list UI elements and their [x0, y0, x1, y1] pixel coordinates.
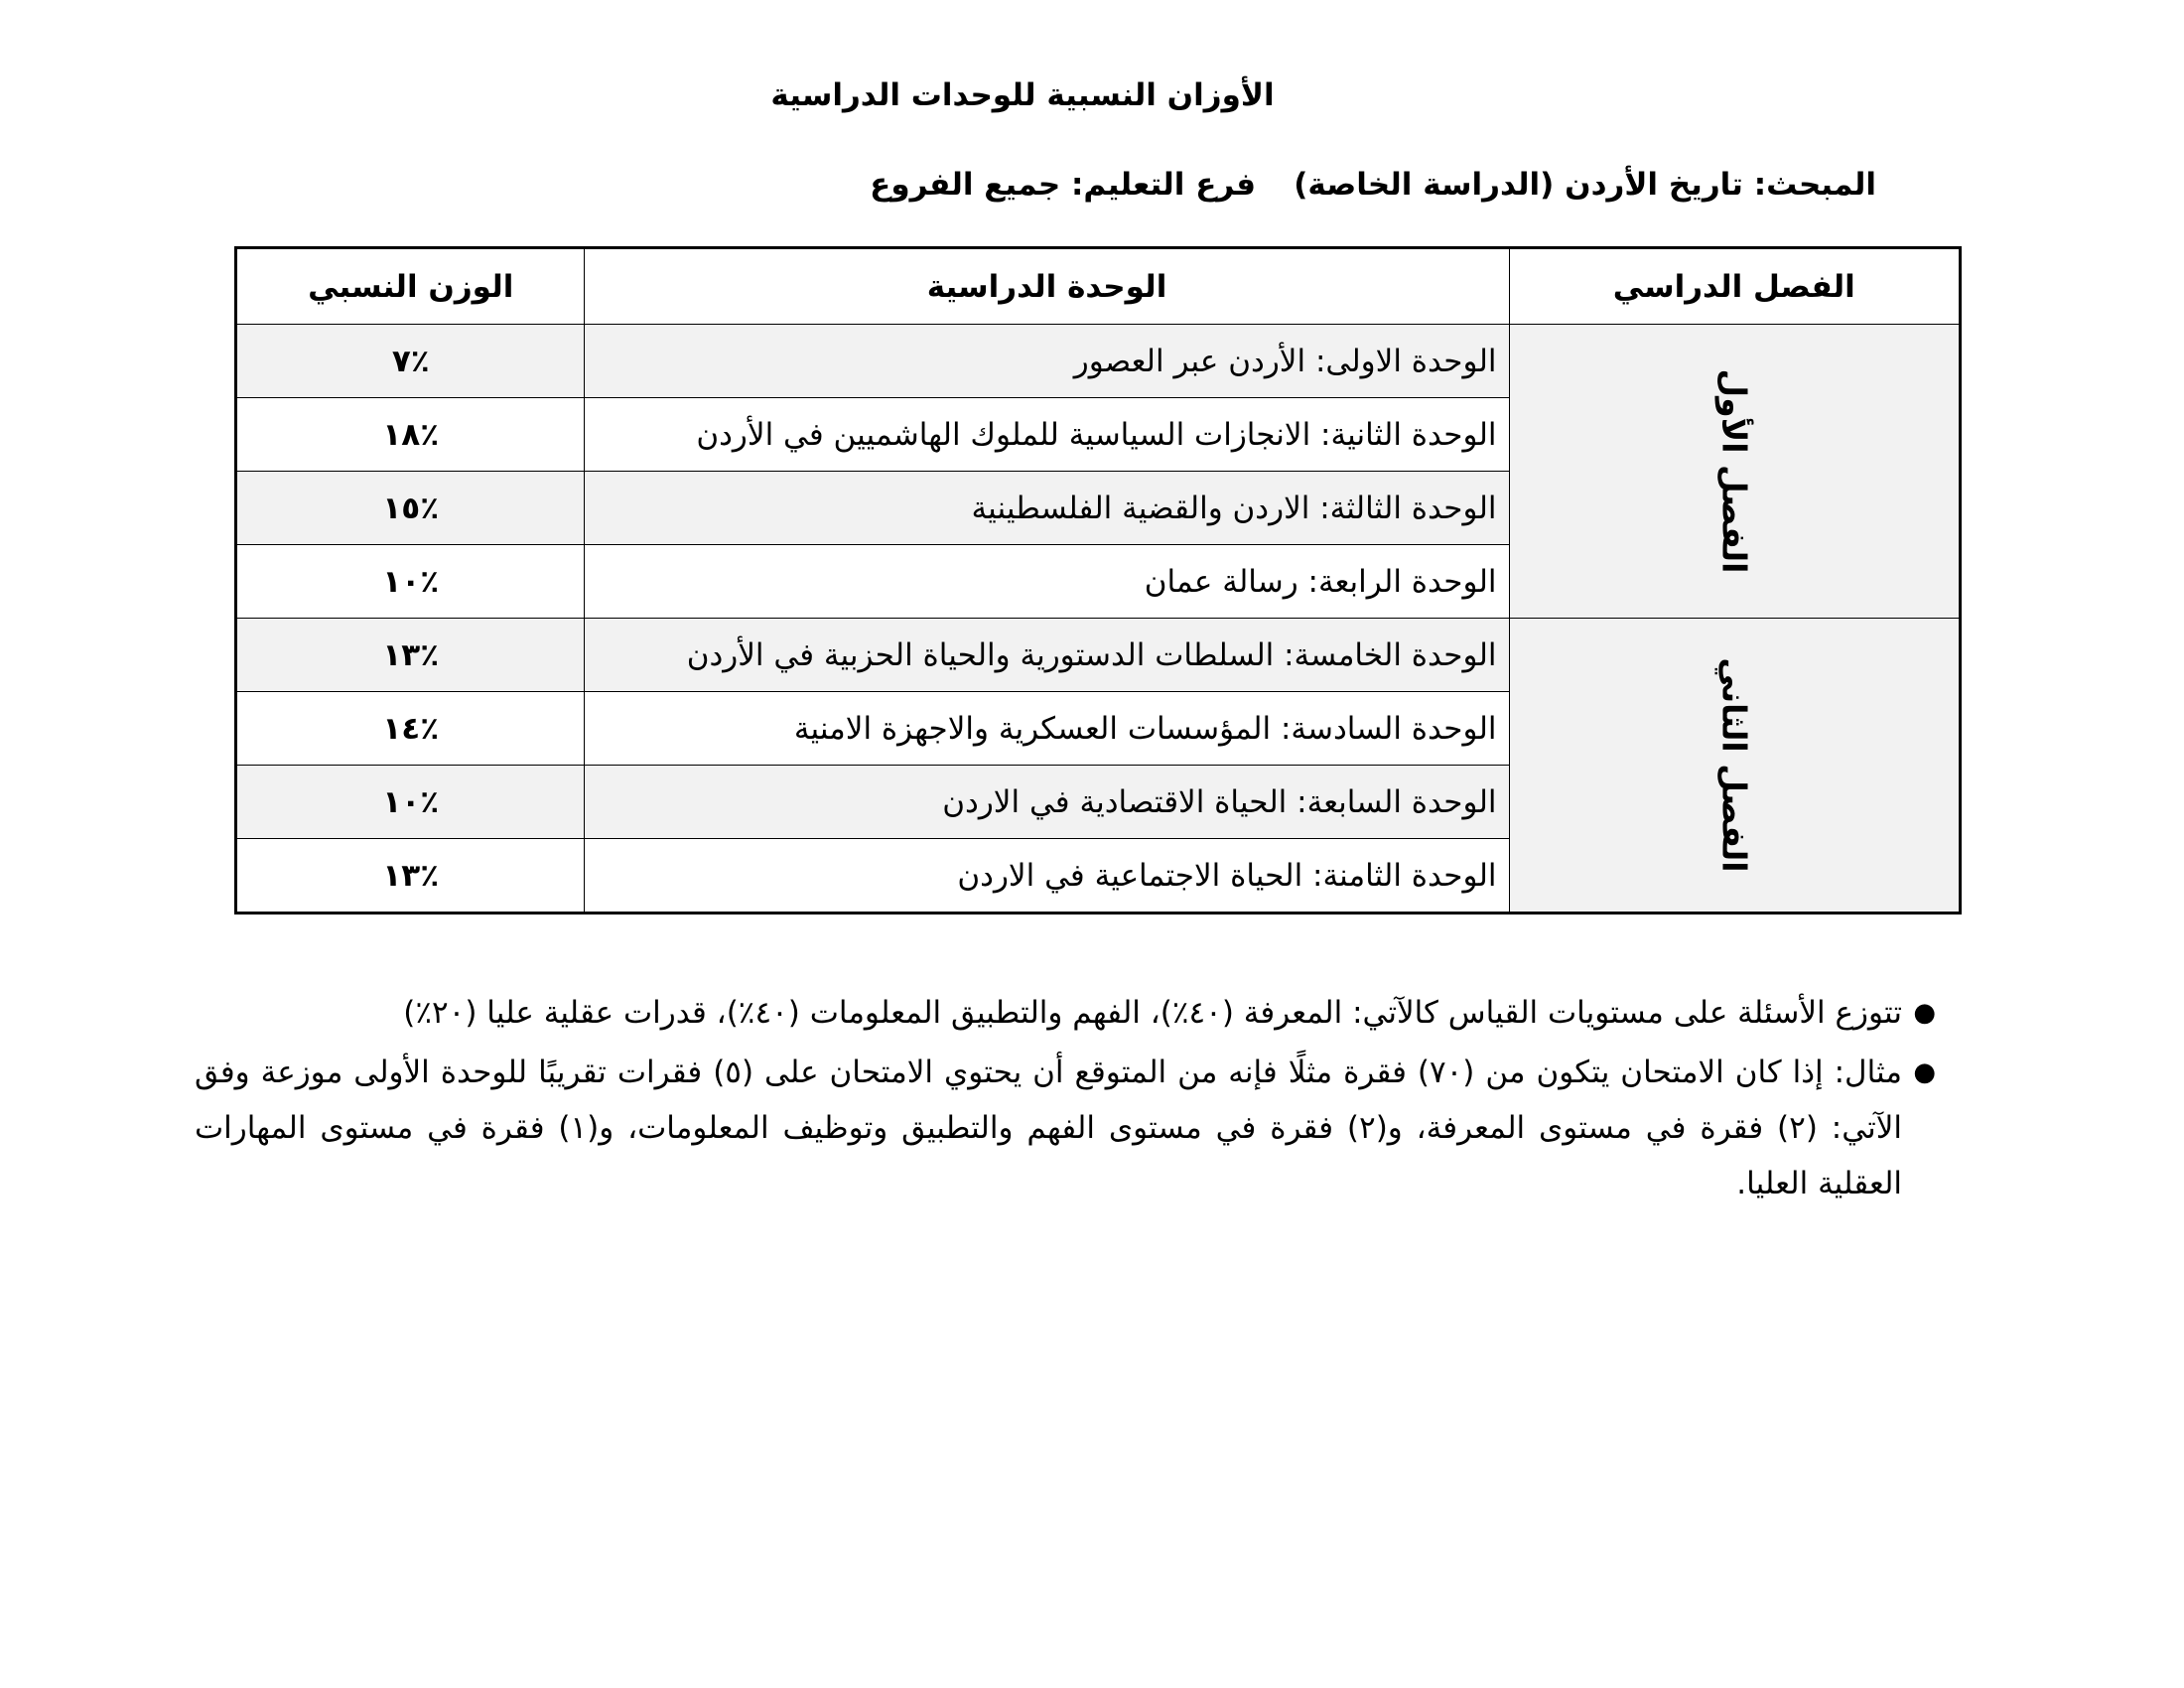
unit-name: الوحدة الرابعة: رسالة عمان [585, 545, 1509, 619]
unit-weight: ٪١٨ [236, 398, 585, 472]
unit-name: الوحدة الخامسة: السلطات الدستورية والحياة الحزبية في الأردن [585, 619, 1509, 692]
header-weight: الوزن النسبي [236, 248, 585, 325]
term-cell-second [1509, 619, 1960, 914]
document-meta [447, 167, 1876, 216]
unit-name: الوحدة السابعة: الحياة الاقتصادية في الاردن [585, 766, 1509, 839]
table-row [236, 325, 1961, 398]
note-distribution [195, 985, 1936, 1041]
unit-name: الوحدة السادسة: المؤسسات العسكرية والاجهزة الامنية [585, 692, 1509, 766]
branch-label: فرع التعليم: جميع الفروع [870, 167, 1256, 203]
unit-weights-table [234, 246, 1962, 914]
bullet-dot-icon: ● [1913, 1057, 1936, 1087]
notes-list [195, 985, 1936, 1215]
unit-name: الوحدة الثانية: الانجازات السياسية للملوك الهاشميين في الأردن [585, 398, 1509, 472]
unit-name: الوحدة الثالثة: الاردن والقضية الفلسطينية [585, 472, 1509, 545]
unit-name: الوحدة الاولى: الأردن عبر العصور [585, 325, 1509, 398]
term-label-first: الفصل الأول [1714, 368, 1754, 574]
note-text: تتوزع الأسئلة على مستويات القياس كالآتي: المعرفة (٤٠٪)، الفهم والتطبيق المعلومات (٤٠٪)، قدرات عقلية عليا (٢٠٪) [403, 995, 1902, 1031]
unit-weight: ٪٧ [236, 325, 585, 398]
table-header-row [236, 248, 1961, 325]
header-unit: الوحدة الدراسية [585, 248, 1509, 325]
unit-weight: ٪١٠ [236, 545, 585, 619]
page-title: الأوزان النسبية للوحدات الدراسية [770, 77, 1275, 113]
unit-weight: ٪١٥ [236, 472, 585, 545]
unit-weight: ٪١٤ [236, 692, 585, 766]
unit-weight: ٪١٠ [236, 766, 585, 839]
header-term: الفصل الدراسي [1509, 248, 1960, 325]
unit-weight: ٪١٣ [236, 619, 585, 692]
bullet-dot-icon: ● [1913, 998, 1936, 1028]
subject-label: المبحث: تاريخ الأردن (الدراسة الخاصة) [1294, 167, 1876, 203]
note-example [195, 1045, 1936, 1211]
unit-weight: ٪١٣ [236, 839, 585, 914]
table-row [236, 619, 1961, 692]
term-cell-first [1509, 325, 1960, 619]
note-text: مثال: إذا كان الامتحان يتكون من (٧٠) فقرة مثلًا فإنه من المتوقع أن يحتوي الامتحان على (٥) فقرات تقريبًا للوحدة الأولى موزعة وفق الآتي: (٢) فقرة في مستوى المعرفة، و(٢) فقرة في مستوى الفهم والتطبيق وتوظيف المعلومات، و(١) فقرة في مستوى المهارات العقلية العليا. [195, 1055, 1902, 1201]
term-label-second: الفصل الثاني [1714, 657, 1754, 873]
unit-name: الوحدة الثامنة: الحياة الاجتماعية في الاردن [585, 839, 1509, 914]
